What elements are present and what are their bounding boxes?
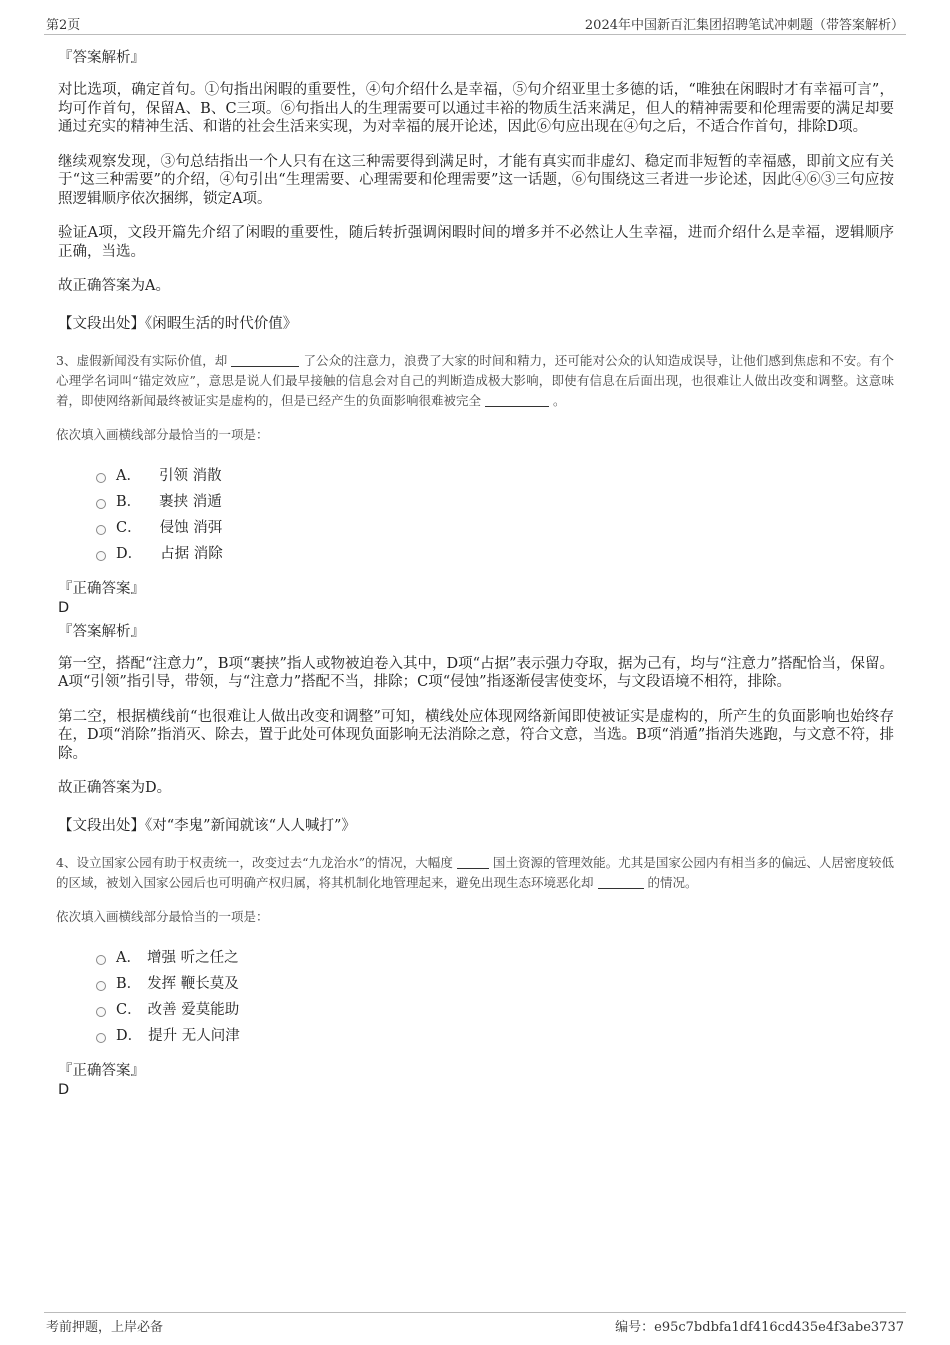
q3-stem-part-b: 了公众的注意力，浪费了大家的时间和精力，还可能对公众的认知造成误导，让他们感到焦虑和不安。有个心理学名词叫“锚定效应”，意思是说人们最早接触的信息会对自己的判断造成极大影响，即使有信息在后面出现，也很难让人做出改变和调整。这意味着，即使网络新闻最终被证实是虚构的，但是已经产生的负面影响很难被完全 xyxy=(56,352,894,408)
page-footer xyxy=(44,1312,906,1335)
option-letter: C． xyxy=(116,519,142,536)
page-number: 第2页 xyxy=(46,18,81,33)
q3-conclusion: 故正确答案为D。 xyxy=(58,780,172,796)
q2-analysis-p1: 对比选项，确定首句。①句指出闲暇的重要性，④句介绍什么是幸福，⑤句介绍亚里士多德的话，“唯独在闲暇时才有幸福可言”，均可作首句，保留A、B、C三项。⑥句指出人的生理需要可以通过丰裕的物质生活来满足，但人的精神需要和伦理需要的满足却要通过充实的精神生活、和谐的社会生活来实现，为对幸福的展开论述，因此⑥句应出现在④句之后，不适合作首句，排除D项。 xyxy=(58,82,894,135)
option-letter: A． xyxy=(116,467,141,484)
q3-analysis-label: 『答案解析』 xyxy=(58,623,145,640)
q2-analysis-p2: 继续观察发现，③句总结指出一个人只有在这三种需要得到满足时，才能有真实而非虚幻、稳定而非短暂的幸福感，即前文应有关于“这三种需要”的介绍，④句引出“生理需要、心理需要和伦理需要”这一话题，⑥句围绕这三者进一步论述，因此④⑥③三句应按照逻辑顺序依次捆绑，锁定A项。 xyxy=(58,153,894,207)
radio-icon[interactable] xyxy=(96,1033,106,1043)
radio-icon[interactable] xyxy=(96,499,106,509)
option-letter: B． xyxy=(116,493,142,510)
q3-correct-answer: D xyxy=(58,599,70,616)
q3-stem-part-a: 3、虚假新闻没有实际价值，却 xyxy=(56,352,228,368)
option-letter: D． xyxy=(116,1027,143,1044)
radio-icon[interactable] xyxy=(96,473,106,483)
q4-blank-2 xyxy=(598,874,644,889)
q4-option-d[interactable] xyxy=(96,1023,894,1049)
q2-analysis-p3: 验证A项，文段开篇先介绍了闲暇的重要性，随后转折强调闲暇时间的增多并不必然让人生幸福，进而介绍什么是幸福，逻辑顺序正确，当选。 xyxy=(58,225,894,260)
option-text: 裹挟 消遁 xyxy=(159,493,222,510)
page-header xyxy=(44,14,906,35)
q3-correct-label: 『正确答案』 xyxy=(58,580,145,597)
q2-analysis-label: 『答案解析』 xyxy=(58,50,145,66)
q4-stem-part-c: 的情况。 xyxy=(647,874,698,890)
radio-icon[interactable] xyxy=(96,981,106,991)
q4-option-a[interactable] xyxy=(96,945,894,971)
q3-stem-part-c: 。 xyxy=(552,392,566,408)
q3-option-b[interactable] xyxy=(96,489,894,515)
radio-icon[interactable] xyxy=(96,1007,106,1017)
q4-correct-label: 『正确答案』 xyxy=(58,1062,145,1079)
radio-icon[interactable] xyxy=(96,525,106,535)
option-text: 占据 消除 xyxy=(160,545,223,562)
q3-stem xyxy=(56,351,894,411)
q4-stem-part-a: 4、设立国家公园有助于权责统一，改变过去“九龙治水”的情况，大幅度 xyxy=(56,854,453,870)
q3-source: 【文段出处】《对“李鬼”新闻就该“人人喊打”》 xyxy=(58,817,356,834)
option-text: 引领 消散 xyxy=(158,467,222,484)
footer-slogan: 考前押题，上岸必备 xyxy=(46,1320,164,1335)
q4-correct-answer: D xyxy=(58,1081,70,1098)
option-letter: D． xyxy=(116,545,143,562)
option-letter: B． xyxy=(116,975,142,992)
q3-option-d[interactable] xyxy=(96,541,894,567)
page-content xyxy=(56,46,894,1102)
q4-option-b[interactable] xyxy=(96,971,894,997)
option-text: 增强 听之任之 xyxy=(146,949,239,966)
radio-icon[interactable] xyxy=(96,551,106,561)
q4-blank-1 xyxy=(457,854,489,869)
q3-analysis-p1: 第一空，搭配“注意力”，B项“裹挟”指人或物被迫卷入其中，D项“占据”表示强力夺取，据为己有，均与“注意力”搭配恰当，保留。A项“引领”指引导，带领，与“注意力”搭配不当，排除；C项“侵蚀”指逐渐侵害使变坏，与文段语境不相符，排除。 xyxy=(58,655,894,690)
q2-source: 【文段出处】《闲暇生活的时代价值》 xyxy=(58,315,298,332)
option-text: 发挥 鞭长莫及 xyxy=(147,975,239,992)
q3-options xyxy=(96,463,894,567)
radio-icon[interactable] xyxy=(96,955,106,965)
q3-prompt: 依次填入画横线部分最恰当的一项是： xyxy=(56,426,269,442)
q3-analysis-p2: 第二空，根据横线前“也很难让人做出改变和调整”可知，横线处应体现网络新闻即使被证实是虚构的，所产生的负面影响也始终存在，D项“消除”指消灭、除去，置于此处可体现负面影响无法消除之意，符合文意，当选。B项“消遁”指消失逃跑，与文意不符，排除。 xyxy=(58,708,894,762)
q4-prompt: 依次填入画横线部分最恰当的一项是： xyxy=(56,908,269,924)
q3-option-a[interactable] xyxy=(96,463,894,489)
document-id: 编号：e95c7bdbfa1df416cd435e4f3abe3737 xyxy=(615,1320,904,1335)
q4-stem-part-b: 国土资源的管理效能。尤其是国家公园内有相当多的偏远、人居密度较低的区域，被划入国家公园后也可明确产权归属，将其机制化地管理起来，避免出现生态环境恶化却 xyxy=(56,854,894,890)
q3-blank-1 xyxy=(231,352,299,367)
option-text: 改善 爱莫能助 xyxy=(147,1001,240,1018)
q4-options xyxy=(96,945,894,1049)
option-text: 侵蚀 消弭 xyxy=(159,519,223,536)
option-text: 提升 无人问津 xyxy=(148,1027,240,1044)
document-title: 2024年中国新百汇集团招聘笔试冲刺题（带答案解析） xyxy=(584,18,904,33)
q3-blank-2 xyxy=(485,392,549,407)
q4-stem xyxy=(56,853,894,893)
option-letter: C． xyxy=(116,1001,142,1018)
q4-option-c[interactable] xyxy=(96,997,894,1023)
q2-conclusion: 故正确答案为A。 xyxy=(58,278,170,294)
option-letter: A． xyxy=(116,949,141,966)
q3-option-c[interactable] xyxy=(96,515,894,541)
